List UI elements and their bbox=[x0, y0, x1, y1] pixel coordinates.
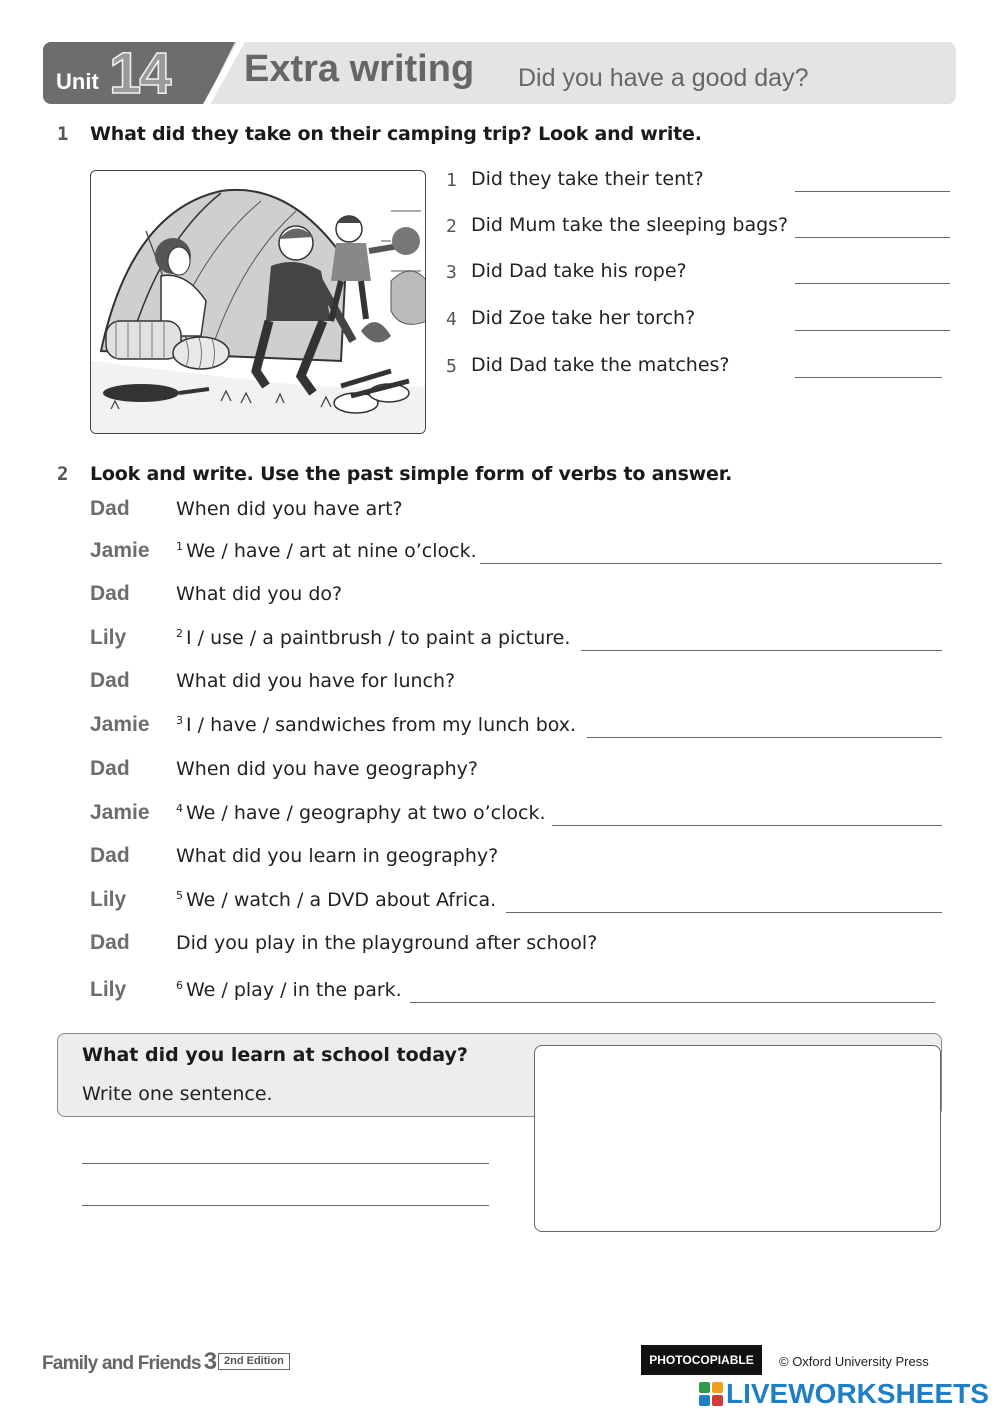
question-number: 3 bbox=[446, 262, 457, 283]
answer-line[interactable] bbox=[581, 650, 942, 651]
speaker-name: Lily bbox=[90, 626, 127, 649]
question-text: Did they take their tent? bbox=[471, 168, 704, 190]
writing-line[interactable] bbox=[82, 1163, 489, 1164]
question-text: Did Zoe take her torch? bbox=[471, 307, 696, 329]
picture-answer-box[interactable] bbox=[534, 1045, 941, 1232]
speaker-name: Lily bbox=[90, 888, 127, 911]
speaker-name: Dad bbox=[90, 669, 130, 692]
dialogue-text: When did you have art? bbox=[176, 498, 403, 520]
dialogue-text: Did you play in the playground after school? bbox=[176, 932, 598, 954]
prompt-text: We / play / in the park. bbox=[186, 979, 402, 1001]
dialogue-row bbox=[90, 801, 950, 833]
question-number: 2 bbox=[446, 216, 457, 237]
dialogue-row bbox=[90, 757, 950, 789]
answer-line[interactable] bbox=[552, 825, 942, 826]
speaker-name: Dad bbox=[90, 757, 130, 780]
unit-label: Unit bbox=[56, 69, 99, 94]
answer-line[interactable] bbox=[795, 330, 950, 331]
prompt-text: I / use / a paintbrush / to paint a picture. bbox=[186, 627, 571, 649]
dialogue-row bbox=[90, 497, 950, 529]
speaker-name: Jamie bbox=[90, 801, 150, 824]
liveworksheets-icon bbox=[699, 1382, 723, 1406]
prompt bbox=[176, 627, 570, 649]
edition-badge: 2nd Edition bbox=[218, 1353, 290, 1370]
speaker-name: Dad bbox=[90, 931, 130, 954]
camping-scene-image bbox=[91, 171, 426, 434]
speaker-name: Jamie bbox=[90, 713, 150, 736]
prompt-text: We / have / art at nine o’clock. bbox=[186, 540, 477, 562]
answer-line[interactable] bbox=[410, 1002, 935, 1003]
prompt-number: 4 bbox=[176, 802, 183, 815]
prompt-text: We / watch / a DVD about Africa. bbox=[186, 889, 497, 911]
dialogue-text: What did you learn in geography? bbox=[176, 845, 499, 867]
liveworksheets-wordmark: LIVEWORKSHEETS bbox=[726, 1378, 989, 1409]
box-instruction: Write one sentence. bbox=[82, 1083, 273, 1105]
prompt-number: 5 bbox=[176, 889, 183, 902]
prompt-text: We / have / geography at two o’clock. bbox=[186, 802, 546, 824]
question-3 bbox=[446, 260, 954, 290]
question-2 bbox=[446, 214, 954, 244]
book-title: Family and Friends bbox=[42, 1353, 201, 1374]
exercise-1-instruction: What did they take on their camping trip? Look and write. bbox=[90, 123, 702, 145]
dialogue-row bbox=[90, 669, 950, 701]
answer-line[interactable] bbox=[506, 912, 942, 913]
prompt-number: 6 bbox=[176, 979, 183, 992]
dialogue-row bbox=[90, 626, 950, 658]
answer-line[interactable] bbox=[480, 563, 942, 564]
dialogue-text: What did you do? bbox=[176, 583, 343, 605]
speaker-name: Jamie bbox=[90, 539, 150, 562]
answer-line[interactable] bbox=[795, 283, 950, 284]
question-text: Did Mum take the sleeping bags? bbox=[471, 214, 789, 236]
prompt bbox=[176, 540, 477, 562]
question-text: Did Dad take his rope? bbox=[471, 260, 687, 282]
prompt bbox=[176, 979, 402, 1001]
speaker-name: Dad bbox=[90, 582, 130, 605]
prompt bbox=[176, 802, 546, 824]
dialogue-row bbox=[90, 844, 950, 876]
prompt bbox=[176, 714, 576, 736]
speaker-name: Dad bbox=[90, 497, 130, 520]
question-number: 5 bbox=[446, 356, 457, 377]
prompt-number: 3 bbox=[176, 714, 183, 727]
dialogue-text: What did you have for lunch? bbox=[176, 670, 456, 692]
answer-line[interactable] bbox=[795, 377, 942, 378]
question-number: 1 bbox=[446, 170, 457, 191]
writing-line[interactable] bbox=[82, 1205, 489, 1206]
dialogue-row bbox=[90, 713, 950, 745]
photocopiable-label: PHOTOCOPIABLE bbox=[641, 1345, 762, 1375]
answer-line[interactable] bbox=[795, 191, 950, 192]
question-5 bbox=[446, 354, 954, 384]
camping-illustration bbox=[90, 170, 426, 434]
book-level: 3 bbox=[203, 1348, 217, 1375]
exercise-1-number: 1 bbox=[57, 123, 69, 145]
question-text: Did Dad take the matches? bbox=[471, 354, 730, 376]
prompt bbox=[176, 889, 496, 911]
box-title: What did you learn at school today? bbox=[82, 1044, 468, 1066]
prompt-number: 2 bbox=[176, 627, 183, 640]
liveworksheets-logo bbox=[699, 1377, 989, 1411]
exercise-2-number: 2 bbox=[57, 463, 69, 485]
dialogue-row bbox=[90, 888, 950, 920]
answer-line[interactable] bbox=[795, 237, 950, 238]
answer-line[interactable] bbox=[587, 737, 942, 738]
book-brand bbox=[42, 1348, 216, 1376]
prompt-number: 1 bbox=[176, 540, 183, 553]
speaker-name: Lily bbox=[90, 978, 127, 1001]
unit-banner bbox=[43, 42, 956, 104]
copyright-notice: © Oxford University Press bbox=[779, 1354, 929, 1369]
question-1 bbox=[446, 168, 954, 198]
dialogue-row bbox=[90, 582, 950, 614]
dialogue-row bbox=[90, 539, 950, 571]
dialogue-row bbox=[90, 978, 950, 1010]
speaker-name: Dad bbox=[90, 844, 130, 867]
page-subtitle: Did you have a good day? bbox=[518, 64, 809, 92]
dialogue-row bbox=[90, 931, 950, 963]
question-number: 4 bbox=[446, 309, 457, 330]
exercise-2-instruction: Look and write. Use the past simple form of verbs to answer. bbox=[90, 463, 733, 485]
prompt-text: I / have / sandwiches from my lunch box. bbox=[186, 714, 577, 736]
page-title: Extra writing bbox=[244, 48, 475, 90]
question-4 bbox=[446, 307, 954, 337]
unit-number: 14 bbox=[109, 42, 170, 104]
dialogue-text: When did you have geography? bbox=[176, 758, 478, 780]
